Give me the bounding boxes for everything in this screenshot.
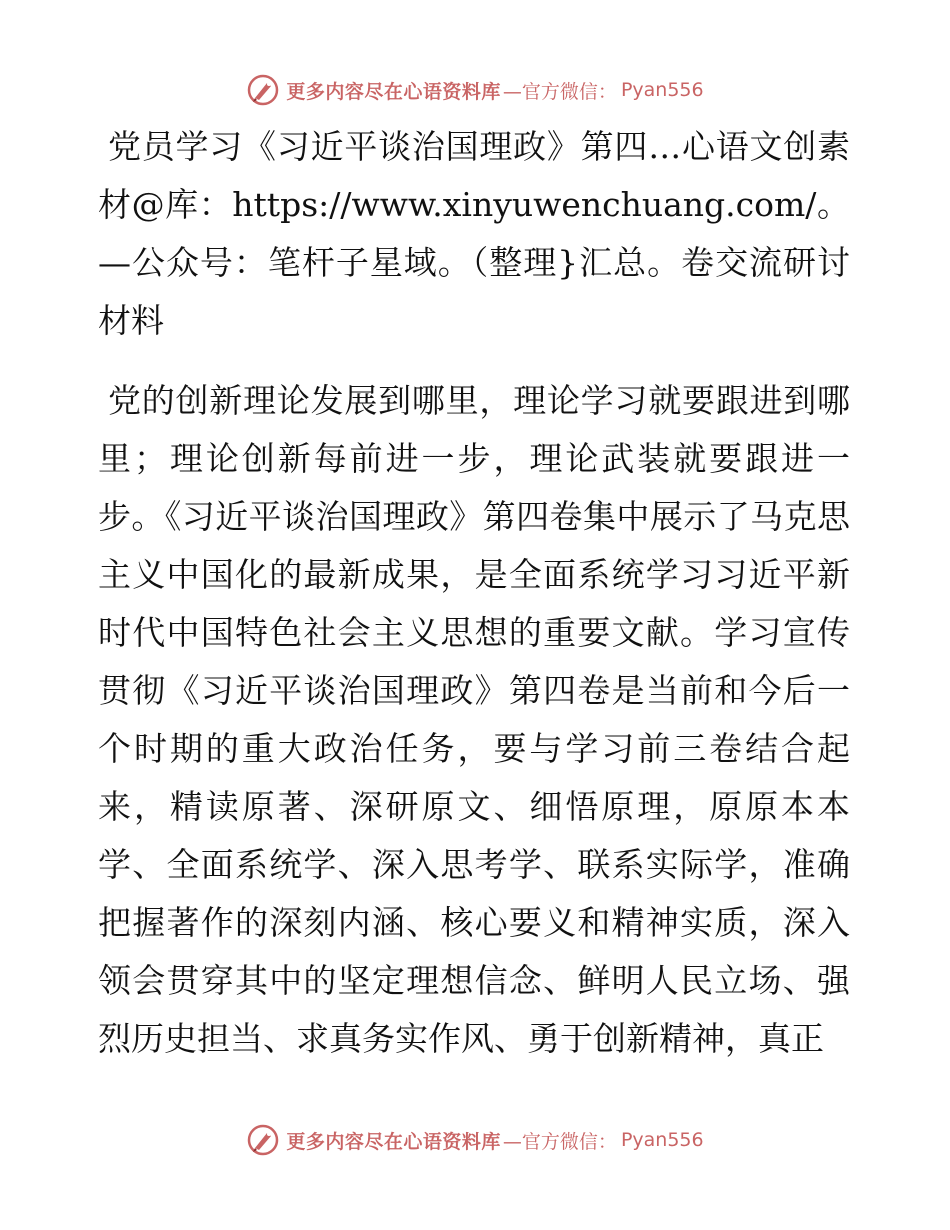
header-watermark xyxy=(0,70,950,110)
body-paragraph: 党的创新理论发展到哪里，理论学习就要跟进到哪里；理论创新每前进一步，理论武装就要跟进一步。《习近平谈治国理政》第四卷集中展示了马克思主义中国化的最新成果，是全面系统学习习近平新时代中国特色社会主义思想的重要文献。学习宣传贯彻《习近平谈治国理政》第四卷是当前和今后一个时期的重大政治任务，要与学习前三卷结合起来，精读原著、深研原文、细悟原理，原原本本学、全面系统学、深入思考学、联系实际学，准确把握著作的深刻内涵、核心要义和精神实质，深入领会贯穿其中的坚定理想信念、鲜明人民立场、强烈历史担当、求真务实作风、勇于创新精神，真正 xyxy=(98,381,850,1058)
pen-logo-icon xyxy=(246,1123,280,1157)
watermark-separator: —官方微信： xyxy=(502,80,617,103)
watermark-text: 更多内容尽在心语资料库 xyxy=(286,1130,501,1153)
footer-watermark xyxy=(0,1120,950,1160)
document-body xyxy=(98,118,850,1068)
watermark-account: Pyan556 xyxy=(620,79,704,101)
watermark-account: Pyan556 xyxy=(620,1129,704,1151)
watermark-separator: —官方微信： xyxy=(502,1130,617,1153)
pen-logo-icon xyxy=(246,73,280,107)
watermark-text: 更多内容尽在心语资料库 xyxy=(286,80,501,103)
title-paragraph: 党员学习《习近平谈治国理政》第四…心语文创素材@库：https://www.xinyuwenchuang.com/。—公众号：笔杆子星域。（整理}汇总。卷交流研讨材料 xyxy=(98,127,850,340)
